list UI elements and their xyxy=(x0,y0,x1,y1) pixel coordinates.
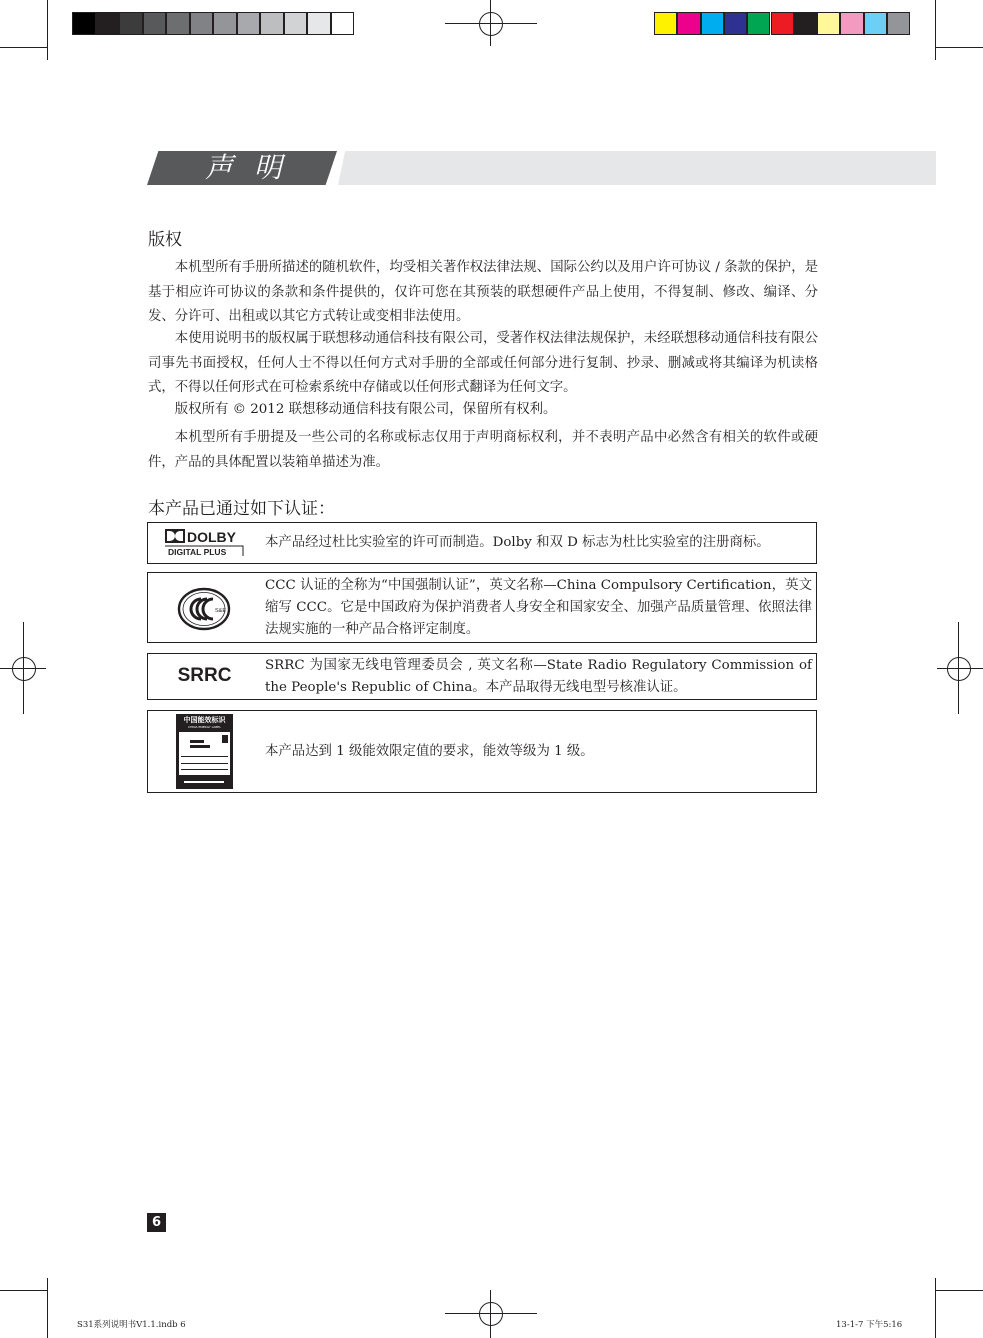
header-banner-light xyxy=(338,151,936,185)
copyright-heading: 版权 xyxy=(148,230,182,250)
cert-text-ccc: CCC 认证的全称为“中国强制认证”，英文名称—China Compulsory Certification，英文缩写 CCC。它是中国政府为保护消费者人身安全和国家安全、加强产品质量管理、依照法律法规实施的一种产品合格评定制度。 xyxy=(265,578,812,637)
gray-swatch xyxy=(284,12,308,35)
cert-text-energy: 本产品达到 1 级能效限定值的要求，能效等级为 1 级。 xyxy=(265,744,594,759)
color-swatch xyxy=(864,12,887,35)
color-swatch xyxy=(771,12,794,35)
copyright-paragraph-1: 本机型所有手册所描述的随机软件，均受相关著作权法律法规、国际公约以及用户许可协议 / 条款的保护，是基于相应许可协议的条款和条件提供的，仅许可您在其预装的联想硬件产品上使用，不得复制、修改、编译、分发、分许可、出租或以其它方式转让或变相非法使用。 xyxy=(148,260,818,324)
color-swatch xyxy=(840,12,863,35)
dolby-wordmark: DOLBY xyxy=(187,529,236,545)
page-title: 声 明 xyxy=(205,151,288,184)
gray-swatch xyxy=(260,12,284,35)
dolby-subtext: DIGITAL PLUS xyxy=(168,547,227,557)
gray-swatch xyxy=(190,12,214,35)
energy-label-title: 中国能效标识 xyxy=(183,716,226,724)
energy-label-subtitle: CHINA ENERGY LABEL xyxy=(188,725,221,729)
color-swatch xyxy=(701,12,724,35)
ccc-icon xyxy=(148,573,261,642)
page-number: 6 xyxy=(147,1213,166,1232)
cert-row-dolby xyxy=(147,522,817,564)
color-swatch xyxy=(724,12,747,35)
china-energy-label-icon xyxy=(148,711,261,792)
gray-swatch xyxy=(213,12,237,35)
cert-text-srrc: SRRC 为国家无线电管理委员会 , 英文名称—State Radio Regulatory Commission of the People's Republic of China。本产品取得无线电型号核准认证。 xyxy=(265,658,812,695)
ccc-logo xyxy=(148,573,261,642)
dolby-double-d-icon xyxy=(148,523,261,563)
color-swatch xyxy=(817,12,840,35)
color-swatch xyxy=(747,12,770,35)
gray-swatch xyxy=(237,12,261,35)
cert-text-dolby: 本产品经过杜比实验室的许可而制造。Dolby 和双 D 标志为杜比实验室的注册商标。 xyxy=(265,535,770,550)
color-swatch xyxy=(794,12,817,35)
certifications-heading: 本产品已通过如下认证： xyxy=(148,499,335,519)
gray-swatch xyxy=(96,12,120,35)
gray-swatch xyxy=(72,12,96,35)
energy-label-logo xyxy=(148,711,261,792)
color-swatch xyxy=(654,12,677,35)
color-swatch xyxy=(677,12,700,35)
gray-swatch xyxy=(119,12,143,35)
gray-swatch xyxy=(307,12,331,35)
slug-timestamp: 13-1-7 下午5:16 xyxy=(836,1320,903,1330)
copyright-paragraph-4: 本机型所有手册提及一些公司的名称或标志仅用于声明商标权利，并不表明产品中必然含有相关的软件或硬件，产品的具体配置以装箱单描述为准。 xyxy=(148,430,818,470)
dolby-logo xyxy=(148,523,261,563)
cert-row-energy xyxy=(147,710,817,793)
color-swatch xyxy=(887,12,910,35)
copyright-paragraph-2: 本使用说明书的版权属于联想移动通信科技有限公司，受著作权法律法规保护，未经联想移动通信科技有限公司事先书面授权，任何人士不得以任何方式对手册的全部或任何部分进行复制、抄录、删减或将其编译为机读格式，不得以任何形式在可检索系统中存储或以任何形式翻译为任何文字。 xyxy=(148,331,818,395)
copyright-paragraph-3: 版权所有 © 2012 联想移动通信科技有限公司，保留所有权利。 xyxy=(174,402,557,417)
gray-swatch xyxy=(166,12,190,35)
srrc-logo xyxy=(148,654,261,699)
srrc-wordmark: SRRC xyxy=(177,665,232,686)
slug-file-info: S31系列说明书V1.1.indb 6 xyxy=(77,1320,186,1330)
gray-swatch xyxy=(143,12,167,35)
cert-row-ccc xyxy=(147,572,817,643)
cert-row-srrc xyxy=(147,653,817,700)
gray-swatch xyxy=(331,12,355,35)
ccc-subtext: S&E xyxy=(215,608,227,614)
